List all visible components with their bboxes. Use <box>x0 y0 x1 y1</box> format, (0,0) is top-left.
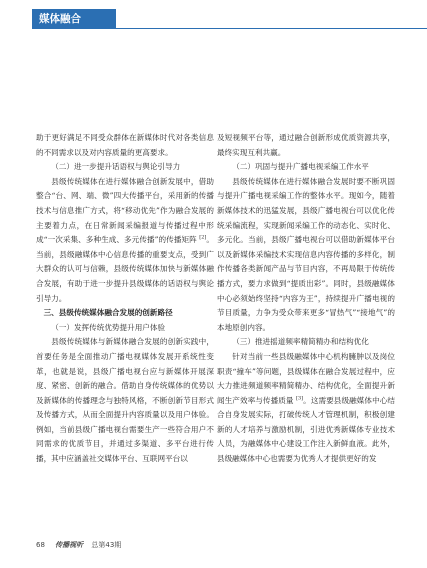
paragraph-continuation: 及短视频平台等，通过融合创新形成优质资源共享，最终实现互利共赢。 <box>217 133 395 157</box>
section-heading: 三、县级传统媒体融合发展的创新路径 <box>43 308 173 318</box>
subsection-heading: （一）发挥传统优势提升用户体验 <box>51 322 166 332</box>
subsection-heading: （二）巩固与提升广播电视采编工作水平 <box>232 162 369 172</box>
header-rule <box>116 28 427 29</box>
paragraph: 县级传统媒体与新媒体融合发展的创新实践中，首要任务是全面推动广播电视媒体发展开系统性变革，也就是说，县级广播电视台应与新媒体开展深度、紧密、创新的融合。借助自身传统媒体的优势以及新媒体的传播理念与独特风格，不断创新节目形式及传播方式，从而全面提升内容质量以及用户体验。例如，当前县级广播电视台需要生产一些符合用户不同需求的优质节目，并通过多渠道、多平台进行传播，其中应涵盖社交媒体平台、互联网平台以 <box>36 337 214 464</box>
left-column <box>36 131 214 467</box>
page-number: 68 <box>36 541 45 549</box>
page-footer <box>36 540 121 550</box>
paragraph: 县级传统媒体在进行媒体融合发展时要不断巩固与提升广播电视采编工作的整体水平。现如今，随着新媒体技术的迅猛发展，县级广播电视台可以优化传统采编流程，实现新闻采编工作的动态化、实时化、多元化。当前，县级广播电视台可以借助新媒体平台以及新媒体采编技术实现信息内容传播的多样化，制作传播各类新闻产品与节目内容，不再局限于传统传播方式，要力求做到“提质出彩”。同时，县级融媒体中心必须始终坚持“内容为王”，持续提升广播电视的节目质量，力争为受众带来更多“冒热气”“接地气”的本地原创内容。 <box>217 176 395 332</box>
right-column <box>217 131 395 467</box>
issue-number: 总第43期 <box>91 541 122 549</box>
page-header <box>0 0 427 38</box>
section-tab: 媒体融合 <box>32 9 116 29</box>
subsection-heading: （二）进一步提升话语权与舆论引导力 <box>51 162 181 172</box>
magazine-name: 传播视听 <box>55 541 84 549</box>
paragraph-continuation: 助于更好满足不同受众群体在新媒体时代对各类信息的不同需求以及对内容质量的更高要求。 <box>36 133 214 157</box>
paragraph: 县级传统媒体在进行媒体融合创新发展中，借助整合“台、网、端、微”四大传播平台，采用新的传播技术与信息推广方式，将“移动优先”作为融合发展的主要着力点，在日常新闻采编报道与传播过程中形成“一次采集、多种生成、多元传播”的传播矩阵 [2]。当前，县级融媒体中心信息传播的重要支点，受到广大群众的认可与信赖，县级传统媒体加快与新媒体融合发展，有助于进一步提升县级媒体的话语权与舆论引导力。 <box>36 176 214 303</box>
paragraph: 针对当前一些县级融媒体中心机构臃肿以及岗位职责“撞车”等问题，县级媒体在融合发展过程中，应大力推进频道频率精简精办、结构优化，全面提升新闻生产效率与传播质量 [3]。这需要县级融媒体中心结合自身发展实际，打破传统人才管理机制，积极创建新的人才培养与激励机制，引进优秀新媒体专业技术人员，为融媒体中心建设工作注入新鲜血液。此外，县级融媒体中心也需要为优秀人才提供更好的发 <box>217 351 395 464</box>
subsection-heading: （三）推进摇道频率精简精办和结构优化 <box>232 337 369 347</box>
